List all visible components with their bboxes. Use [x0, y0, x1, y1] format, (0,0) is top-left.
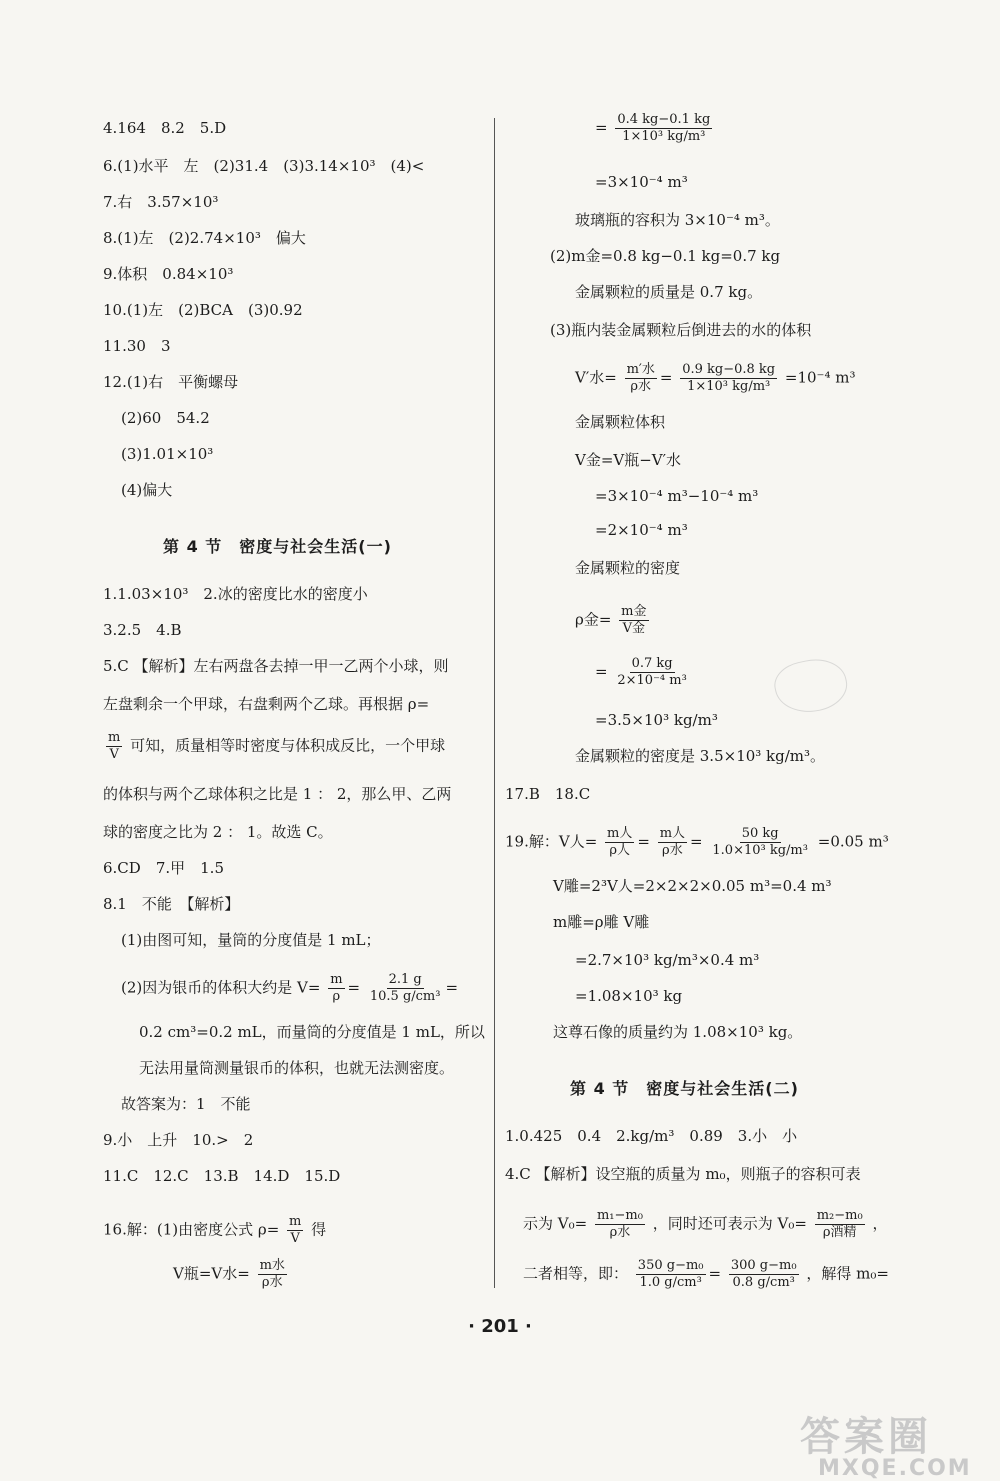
fraction: $\frac{m}{V}$ — [108, 730, 121, 762]
fraction: $\frac{0.4 kg-0.1 kg}{\text{1×10³ kg/m³}}$ — [617, 112, 711, 144]
fraction: $\frac{2.1 g}{\text{10.5 g/cm³}}$ — [369, 972, 441, 1004]
answer-line: 故答案为：1 不能 — [121, 1095, 251, 1113]
answer-line: (4)偏大 — [121, 481, 173, 499]
answer-line: =3.5×10³ kg/m³ — [595, 711, 718, 729]
section-heading: 第 4 节 密度与社会生活(二) — [570, 1079, 799, 1098]
answer-line: 3.2.5 4.B — [103, 621, 182, 639]
answer-line: (2)因为银币的体积大约是 V= $\frac{m}{\rho}$ = $\frac{2.1 g}{\text{10.5 g/cm³}}$ = — [121, 972, 459, 1004]
answer-line: V′水= $\frac{\text{m′水}}{\text{ρ水}}$ = $\frac{0.9 kg-0.8 kg}{\text{1×10³ kg/m³}}$ =10⁻⁴ m³ — [575, 362, 856, 394]
answer-line: 1.1.03×10³ 2.冰的密度比水的密度小 — [103, 585, 368, 603]
answer-line: = $\frac{0.7 kg}{\text{2×10⁻⁴ m³}}$ — [595, 656, 687, 688]
answer-line: V金=V瓶−V′水 — [575, 451, 682, 469]
fraction: $\frac{0.9 kg-0.8 kg}{\text{1×10³ kg/m³}}$ — [682, 362, 776, 394]
fraction: $\frac{\text{m′水}}{\text{ρ水}}$ — [626, 362, 655, 394]
answer-line: =2.7×10³ kg/m³×0.4 m³ — [575, 951, 760, 969]
answer-line: 7.右 3.57×10³ — [103, 193, 219, 211]
fraction: $\frac{m}{V}$ — [289, 1214, 302, 1246]
answer-line: 8.1 不能 【解析】 — [103, 895, 240, 913]
answer-line: 11.C 12.C 13.B 14.D 15.D — [103, 1167, 341, 1185]
answer-line: 金属颗粒体积 — [575, 413, 666, 431]
fraction: $\frac{\text{m人}}{\text{ρ水}}$ — [659, 826, 686, 858]
answer-line: 金属颗粒的密度是 3.5×10³ kg/m³。 — [575, 747, 826, 765]
watermark: 答案圈 MXQE.COM — [800, 1414, 972, 1481]
answer-line: 19.解：V人= $\frac{\text{m人}}{\text{ρ人}}$ = $\frac{\text{m人}}{\text{ρ水}}$ = $\frac{50 kg}{\text{1.0×10³ kg/m³}}$ =0.05 m³ — [505, 826, 889, 858]
answer-line: 球的密度之比为 2 ： 1。故选 C。 — [103, 823, 333, 841]
answer-line: 4.C 【解析】设空瓶的质量为 m₀，则瓶子的容积可表 — [505, 1165, 861, 1183]
answer-line: 玻璃瓶的容积为 3×10⁻⁴ m³。 — [575, 211, 780, 229]
faint-stamp-mark — [770, 653, 851, 719]
answer-line: 11.30 3 — [103, 337, 171, 355]
answer-line: V雕=2³V人=2×2×2×0.05 m³=0.4 m³ — [553, 877, 832, 895]
answer-line: m雕=ρ雕 V雕 — [553, 913, 650, 931]
answer-line: = $\frac{0.4 kg-0.1 kg}{\text{1×10³ kg/m³}}$ — [595, 112, 711, 144]
answer-line: 的体积与两个乙球体积之比是 1 ： 2，那么甲、乙两 — [103, 785, 452, 803]
fraction: $\frac{\text{m₁−m₀}}{\text{ρ水}}$ — [596, 1208, 643, 1240]
answer-line: 示为 V₀= $\frac{\text{m₁−m₀}}{\text{ρ水}}$ ，同时还可表示为 V₀= $\frac{\text{m₂−m₀}}{\text{ρ酒精}}$ ， — [523, 1208, 888, 1240]
fraction: $\frac{\text{m₂−m₀}}{\text{ρ酒精}}$ — [816, 1208, 863, 1240]
answer-line: 6.(1)水平 左 (2)31.4 (3)3.14×10³ (4)< — [103, 157, 425, 175]
answer-line: =2×10⁻⁴ m³ — [595, 521, 688, 539]
answer-line: (3)1.01×10³ — [121, 445, 214, 463]
fraction: $\frac{0.7 kg}{\text{2×10⁻⁴ m³}}$ — [617, 656, 687, 688]
answer-line: 9.小 上升 10.> 2 — [103, 1131, 254, 1149]
fraction: $\frac{\text{300 g−m₀}}{\text{0.8 g/cm³}}$ — [730, 1258, 797, 1290]
answer-line: 10.(1)左 (2)BCA (3)0.92 — [103, 301, 303, 319]
answer-line: 二者相等，即： $\frac{\text{350 g−m₀}}{\text{1.0 g/cm³}}$ = $\frac{\text{300 g−m₀}}{\text{0.8 g/cm³}}$ ，解得 m₀= — [523, 1258, 889, 1290]
fraction: $\frac{\text{m水}}{\text{ρ水}}$ — [259, 1258, 285, 1290]
page-number: · 201 · — [468, 1316, 532, 1337]
answer-line: 4.164 8.2 5.D — [103, 119, 227, 137]
answer-line: (3)瓶内装金属颗粒后倒进去的水的体积 — [550, 321, 812, 339]
answer-line: =3×10⁻⁴ m³ — [595, 173, 688, 191]
answer-line: ρ金= $\frac{\text{m金}}{\text{V金}}$ — [575, 604, 647, 636]
fraction: $\frac{m}{\rho}$ — [330, 972, 343, 1004]
answer-line: 5.C 【解析】左右两盘各去掉一甲一乙两个小球，则 — [103, 657, 449, 675]
answer-line: 9.体积 0.84×10³ — [103, 265, 234, 283]
answer-line: V瓶=V水= $\frac{\text{m水}}{\text{ρ水}}$ — [173, 1258, 285, 1290]
answer-line: 6.CD 7.甲 1.5 — [103, 859, 224, 877]
answer-line: 17.B 18.C — [505, 785, 591, 803]
answer-line: 左盘剩余一个甲球，右盘剩两个乙球。再根据 ρ= — [103, 695, 430, 713]
fraction: $\frac{\text{m人}}{\text{ρ人}}$ — [607, 826, 633, 858]
answer-line: 16.解：(1)由密度公式 ρ= $\frac{m}{V}$ 得 — [103, 1214, 327, 1246]
answer-line: 金属颗粒的质量是 0.7 kg。 — [575, 283, 763, 301]
fraction: $\frac{50 kg}{\text{1.0×10³ kg/m³}}$ — [712, 826, 808, 858]
answer-line: $\frac{m}{V}$ 可知，质量相等时密度与体积成反比，一个甲球 — [108, 730, 446, 762]
column-divider — [494, 118, 495, 1288]
answer-line: 8.(1)左 (2)2.74×10³ 偏大 — [103, 229, 306, 247]
answer-line: 12.(1)右 平衡螺母 — [103, 373, 239, 391]
answer-line: 金属颗粒的密度 — [575, 559, 681, 577]
fraction: $\frac{\text{350 g−m₀}}{\text{1.0 g/cm³}}$ — [637, 1258, 704, 1290]
section-heading: 第 4 节 密度与社会生活(一) — [163, 537, 392, 556]
answer-line: 这尊石像的质量约为 1.08×10³ kg。 — [553, 1023, 803, 1041]
answer-line: =1.08×10³ kg — [575, 987, 683, 1005]
answer-line: =3×10⁻⁴ m³−10⁻⁴ m³ — [595, 487, 759, 505]
answer-line: (1)由图可知，量筒的分度值是 1 mL； — [121, 931, 381, 949]
answer-line: (2)60 54.2 — [121, 409, 210, 427]
fraction: $\frac{\text{m金}}{\text{V金}}$ — [621, 604, 647, 636]
answer-line: (2)m金=0.8 kg−0.1 kg=0.7 kg — [550, 247, 781, 265]
answer-line: 1.0.425 0.4 2.kg/m³ 0.89 3.小 小 — [505, 1127, 798, 1145]
answer-line: 0.2 cm³=0.2 mL，而量筒的分度值是 1 mL，所以 — [139, 1023, 485, 1041]
answer-line: 无法用量筒测量银币的体积，也就无法测密度。 — [139, 1059, 455, 1077]
